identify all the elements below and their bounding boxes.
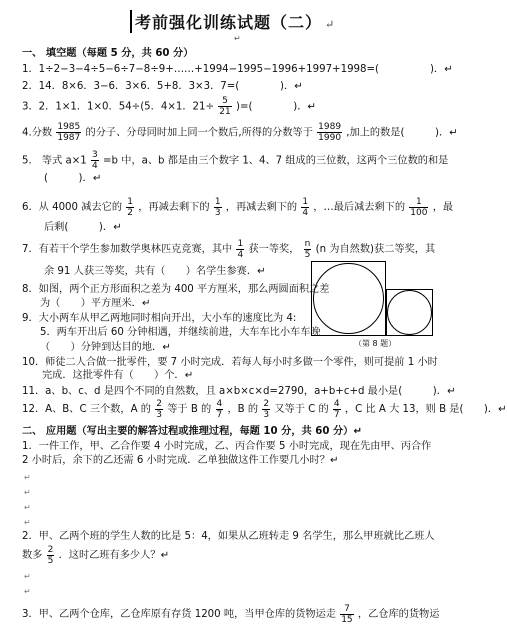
q3-text-a: 3．2．1×1．1×0．54÷(5．4×1．21÷ — [22, 101, 215, 113]
blank-line-mark: ↵ — [24, 503, 31, 512]
q3-text-b: )=( )．↵ — [236, 101, 316, 113]
question-11: 11．a、b、c、d 是四个不同的自然数，且 a×b×c×d=2790，a+b+c+d 最小是( )．↵ — [22, 386, 456, 397]
application-2: 2．甲、乙两个班的学生人数的比是 5：4，如果从乙班转走 9 名学生，那么甲班就比乙班人 — [22, 531, 435, 542]
question-9-cont: 5．两车开出后 60 分钟相遇，并继续前进，大车车比小车车晚 — [40, 327, 321, 338]
question-10: 10．师徒二人合做一批零件，要 7 小时完成．若每人每小时多做一个零件，则可提前 1 小时 — [22, 357, 438, 368]
application-1-cont: 2 小时后，余下的乙还需 6 小时完成．乙单独做这件工作要几小时？↵ — [22, 455, 339, 466]
question-1: 1．1÷2−3−4÷5−6÷7−8÷9+……+1994−1995−1996+1997+1998=( )．↵ — [22, 64, 453, 75]
fraction: $\frac{1}{3}$ — [214, 196, 221, 218]
question-8: 8．如图，两个正方形面积之差为 400 平方厘米，那么两圆面积之差 — [22, 284, 330, 295]
question-7-cont: 余 91 人获三等奖，共有（ ）名学生参赛．↵ — [44, 266, 266, 277]
fraction: $\frac{2}{3}$ — [263, 398, 270, 420]
blank-line-mark: ↵ — [24, 572, 31, 581]
fraction: $\frac{1989}{1990}$ — [318, 122, 342, 143]
page-title — [130, 10, 335, 33]
question-6: 6．从 4000 减去它的 $\frac{1}{2}$ ，再减去剩下的 $\frac{1}{3}$ ，再减去剩下的 $\frac{1}{4}$ ，…最后减去剩下的 $\frac{1}{100}$ ，最 — [22, 196, 454, 218]
question-8-cont: 为（ ）平方厘米．↵ — [40, 298, 151, 309]
fraction: $\frac{2}{3}$ — [156, 398, 162, 420]
blank-line-mark: ↵ — [24, 488, 31, 497]
small-circle — [387, 290, 432, 335]
fraction: $\frac{4}{7}$ — [216, 398, 223, 420]
application-3: 3．甲、乙两个仓库，乙仓库原有存货 1200 吨，当甲仓库的货物运走 $\frac{7}{15}$ ，乙仓库的货物运 — [22, 603, 440, 625]
application-1: 1．一件工作，甲、乙合作要 4 小时完成，乙、丙合作要 5 小时完成，现在先由甲、丙合作 — [22, 441, 432, 452]
question-12: 12．A、B、C 三个数，A 的 $\frac{2}{3}$ 等于 B 的 $\frac{4}{7}$ ，B 的 $\frac{2}{3}$ 又等于 C 的 $\frac{4}{7}$ ，C 比 A 大 13，则 B 是( )．↵ — [22, 398, 507, 420]
fraction: $\frac{1}{4}$ — [302, 196, 309, 218]
fraction: $\frac{5}{21}$ — [219, 96, 231, 117]
fraction: $\frac{1}{100}$ — [410, 196, 428, 218]
fraction: $\frac{3}{4}$ — [92, 150, 98, 171]
question-2: 2．14．8×6．3−6．3×6．5+8．3×3．7=( )．↵ — [22, 81, 303, 92]
blank-line-mark: ↵ — [24, 587, 31, 596]
question-9-cont2: （ ）分钟到达目的地．↵ — [40, 342, 171, 353]
blank-line-mark: ↵ — [24, 473, 31, 482]
fraction: $\frac{1}{4}$ — [237, 238, 244, 260]
return-mark: ↵ — [325, 18, 336, 31]
fraction: $\frac{7}{15}$ — [341, 603, 353, 625]
application-2-cont: 数多 $\frac{2}{5}$ ．这时乙班有多少人？↵ — [22, 544, 170, 566]
question-6-cont: 后剩( )．↵ — [44, 222, 122, 233]
return-mark: ↵ — [234, 34, 241, 43]
fraction: $\frac{4}{7}$ — [333, 398, 340, 420]
section-1-heading: 一、 填空题（每题 5 分，共 60 分） — [22, 48, 194, 59]
fraction: $\frac{1}{2}$ — [127, 196, 133, 218]
question-3 — [22, 96, 316, 119]
large-circle — [313, 263, 384, 334]
fraction: $\frac{1985}{1987}$ — [57, 122, 81, 143]
question-5-cont: ( )．↵ — [44, 173, 102, 184]
section-2-heading: 二、 应用题（写出主要的解答过程或推理过程，每题 10 分，共 60 分）↵ — [22, 426, 362, 437]
question-5: 5. 等式 a×1 $\frac{3}{4}$ =b 中，a、b 都是由三个数字 1、4、7 组成的三位数，这两个三位数的和是 — [22, 150, 449, 171]
question-10-cont: 完成．这批零件有（ ）个．↵ — [42, 370, 194, 381]
figure-caption: （第 8 题） — [354, 339, 397, 348]
fraction: $\frac{2}{5}$ — [47, 544, 54, 566]
question-7: 7．有若干个学生参加数学奥林匹克竞赛，其中 $\frac{1}{4}$ 获一等奖， $\frac{n}{5}$ (n 为自然数)获二等奖，其 — [22, 238, 436, 260]
title-text: 考前强化训练试题（二） — [135, 13, 323, 32]
blank-line-mark: ↵ — [24, 518, 31, 527]
question-4: 4.分数 $\frac{1985}{1987}$ 的分子、分母同时加上同一个数后,所得的分数等于 $\frac{1989}{1990}$ ,加上的数是( )．↵ — [22, 122, 458, 143]
fraction: $\frac{n}{5}$ — [304, 238, 311, 260]
question-9: 9．大小两车从甲乙两地同时相向开出，大小车的速度比为 4: — [22, 313, 297, 324]
